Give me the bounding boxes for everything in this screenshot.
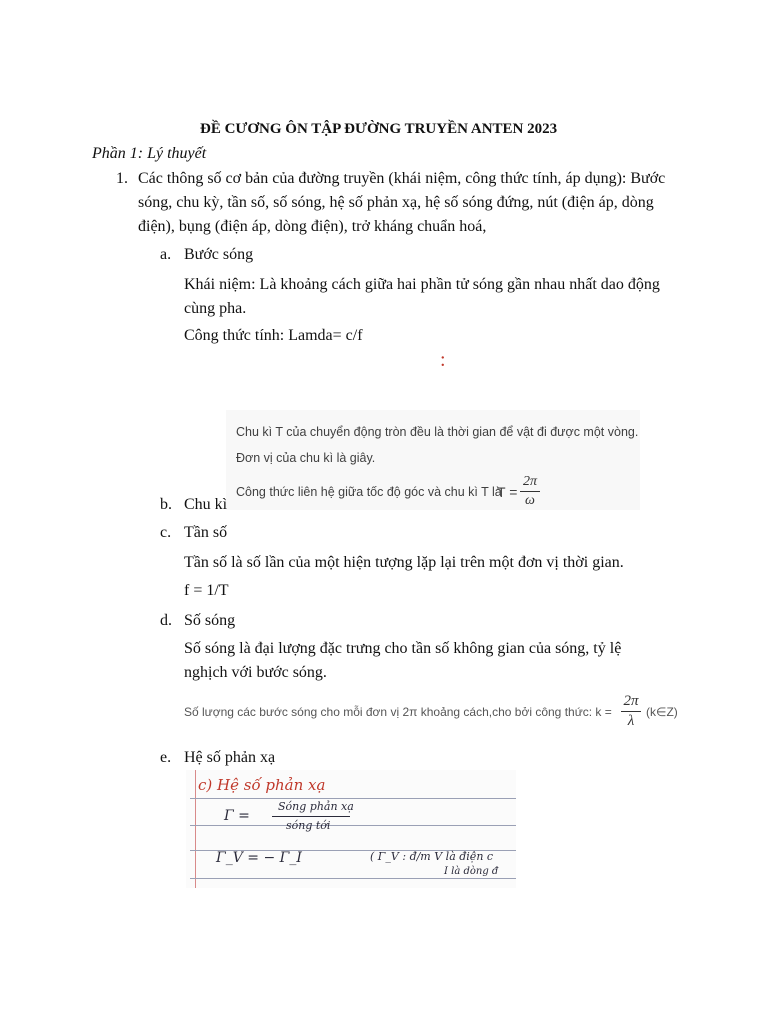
subitem-heading-c: Tần số [184, 524, 228, 541]
handwritten-equation: Γ_V = − Γ_I [216, 850, 302, 866]
subitem-heading-d: Số sóng [184, 612, 236, 629]
handwritten-title: c) Hệ số phản xạ [198, 776, 326, 794]
wavenumber-definition-line2: nghịch với bước sóng. [184, 664, 327, 681]
wavelength-definition-line1: Khái niệm: Là khoảng cách giữa hai phần tử sóng gần nhau nhất dao động [184, 276, 660, 293]
subitem-heading-a: Bước sóng [184, 246, 254, 263]
period-image-line1: Chu kì T của chuyển động tròn đều là thời gian để vật đi được một vòng. [236, 425, 639, 439]
wavenumber-fraction [621, 693, 641, 730]
item-number: 1. [116, 170, 128, 187]
period-image-line2: Đơn vị của chu kì là giây. [236, 451, 376, 465]
wavenumber-denominator: λ [627, 713, 635, 729]
stray-mark: : [440, 349, 446, 371]
period-formula-fraction [520, 474, 540, 509]
frequency-formula: f = 1/T [184, 582, 229, 599]
handwritten-denominator: sóng tới [286, 819, 331, 832]
handwritten-note-image [186, 770, 516, 888]
wavenumber-numerator: 2π [623, 693, 639, 709]
wavenumber-image-text: Số lượng các bước sóng cho mỗi đơn vị 2π khoảng cách,cho bởi công thức: k = [184, 705, 612, 719]
subitem-label-e: e. [160, 749, 172, 766]
subitem-heading-b: Chu kì [184, 496, 228, 513]
handwritten-gamma: Γ = [224, 808, 250, 824]
wavelength-definition-line2: cùng pha. [184, 300, 247, 317]
period-formula-lhs: T = [497, 484, 518, 500]
item1-line3: điện), bụng (điện áp, dòng điện), trở kháng chuẩn hoá, [138, 218, 487, 235]
wavenumber-condition: (k∈Z) [646, 705, 678, 719]
item1-line2: sóng, chu kỳ, tần số, số sóng, hệ số phản xạ, hệ số sóng đứng, nút (điện áp, dòng [138, 194, 654, 211]
wavenumber-definition-line1: Số sóng là đại lượng đặc trưng cho tần số không gian của sóng, tỷ lệ [184, 640, 622, 657]
subitem-label-a: a. [160, 246, 172, 263]
period-image-line3: Công thức liên hệ giữa tốc độ góc và chu kì T là [236, 485, 502, 499]
handwritten-note-line2: I là dòng đ [444, 866, 499, 877]
document-title: ĐỀ CƯƠNG ÔN TẬP ĐƯỜNG TRUYỀN ANTEN 2023 [200, 121, 558, 137]
handwritten-numerator: Sóng phản xạ [278, 800, 354, 813]
period-formula-numerator: 2π [522, 474, 537, 489]
subitem-label-d: d. [160, 612, 172, 629]
item1-line1: Các thông số cơ bản của đường truyền (khái niệm, công thức tính, áp dụng): Bước [138, 170, 666, 187]
frequency-definition: Tần số là số lần của một hiện tượng lặp lại trên một đơn vị thời gian. [184, 554, 624, 571]
period-formula-denominator: ω [525, 493, 535, 508]
handwritten-note-line1: ( Γ_V : đ/m V là điện c [370, 850, 494, 863]
part-heading: Phần 1: Lý thuyết [92, 145, 207, 162]
subitem-heading-e: Hệ số phản xạ [184, 749, 276, 766]
subitem-label-b: b. [160, 496, 172, 513]
wavelength-formula: Công thức tính: Lamda= c/f [184, 327, 363, 344]
period-image [226, 410, 640, 510]
subitem-label-c: c. [160, 524, 172, 541]
